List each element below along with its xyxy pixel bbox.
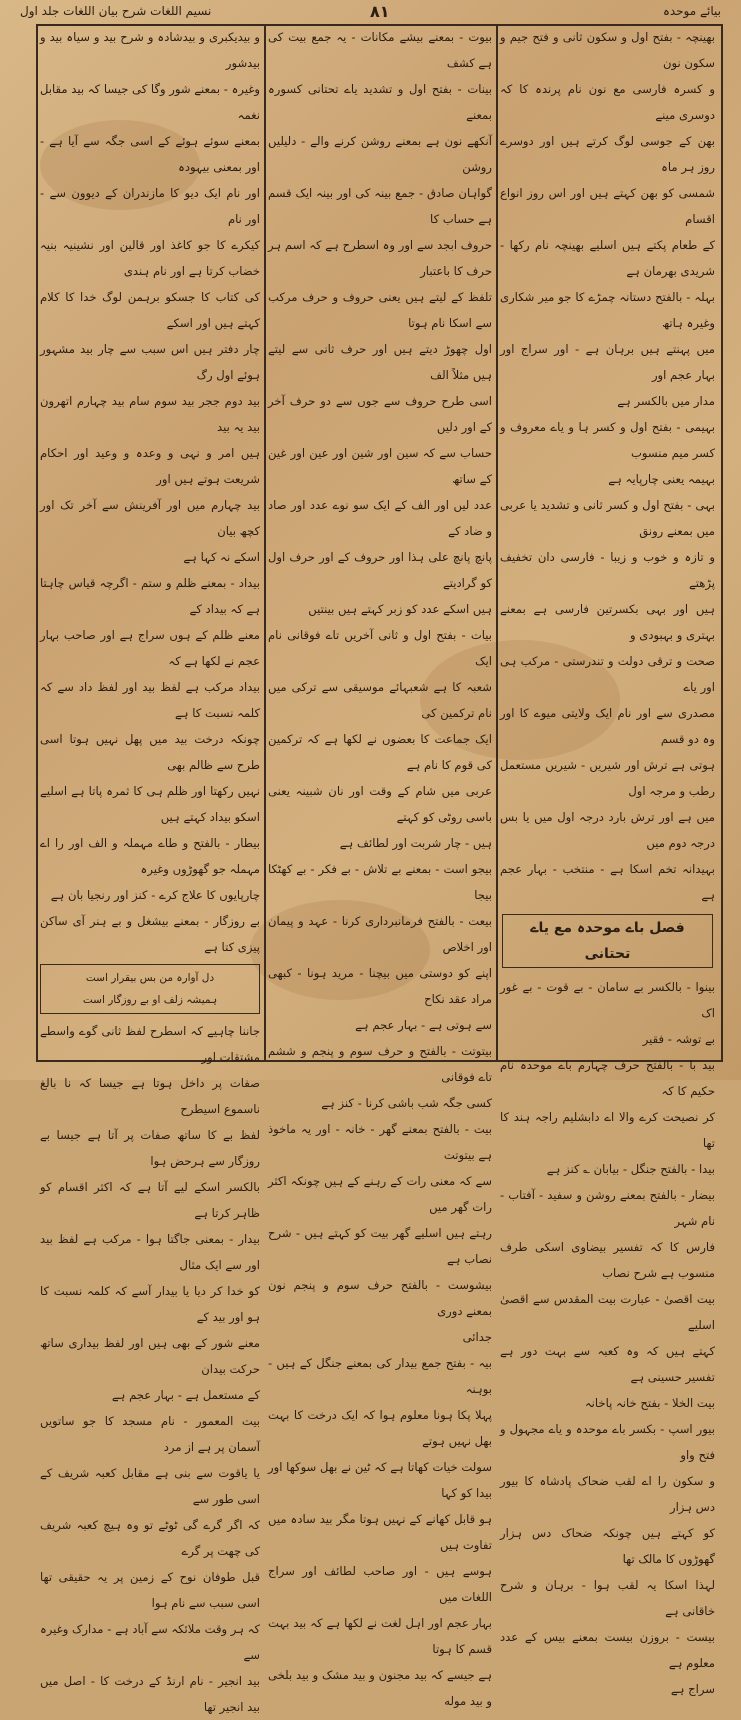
text-line: بید با - بالفتح حرف چہارم باے موحدہ نام حکیم کا کہ bbox=[500, 1058, 715, 1098]
text-line: کیکرے کا جو کاغذ اور قالین اور نشینیہ بنیہ خضاب کرتا ہے اور نام ہندی bbox=[40, 238, 260, 278]
text-line: بیدا - بالفتح جنگل - بیابان ؎ کنز ہے bbox=[546, 1162, 715, 1176]
text-line: بید چہارم میں اور آفرینش سے آخر تک اور کچھ بیان bbox=[40, 498, 260, 538]
text-line: بہیمی - بفتح اول و کسر ہا و یاے معروف و کسر میم منسوب bbox=[500, 420, 715, 460]
column-left-entries bbox=[40, 24, 260, 960]
text-line: بہار عجم اور اہل لغت نے لکھا ہے کہ بید بہت قسم کا ہوتا bbox=[268, 1616, 492, 1656]
text-line: ہوسے ہیں - اور صاحب لطائف اور سراج اللغات میں bbox=[268, 1564, 492, 1604]
text-line: سراج ہے bbox=[670, 1682, 715, 1696]
text-line: جاننا چاہیے کہ اسطرح لفظ ثانی گوے واسطے مشتقات اور bbox=[40, 1024, 260, 1064]
text-line: بینات - بفتح اول و تشدید یاے تحتانی کسورہ بمعنے bbox=[268, 82, 492, 122]
text-line: حساب سے کہ سین اور شین اور عین اور غین کے ساتھ bbox=[268, 446, 492, 486]
text-line: سے کہ معنی رات کے رہنے کے ہیں چونکہ اکثر رات گھر میں bbox=[268, 1174, 492, 1214]
running-head-left: نسیم اللغات شرح بیان اللغات جلد اول bbox=[20, 4, 212, 18]
section-title: فصل باے موحدہ مع یاے تحتانی bbox=[502, 914, 713, 968]
text-line: آنکھے نون ہے بمعنے روشن کرنے والے - دلیلیں روشن bbox=[268, 134, 492, 174]
page-header bbox=[20, 2, 721, 24]
column-middle bbox=[268, 24, 492, 1708]
text-line: سے ہوتی ہے - بہار عجم ہے bbox=[355, 1018, 492, 1032]
text-line: عدد لیں اور الف کے ایک سو نوے عدد اور صاد و ضاد کے bbox=[268, 498, 492, 538]
text-line: بیضار - بالفتح بمعنے روشن و سفید - آفتاب - نام شہر bbox=[500, 1188, 715, 1228]
text-line: بیت المعمور - نام مسجد کا جو ساتویں آسمان پر ہے از مرد bbox=[40, 1414, 260, 1454]
text-line: ہوتی ہے ترش اور شیریں - شیریں مستعمل رطب و مرجہ اول bbox=[500, 758, 715, 798]
text-line: ہیں - چار شربت اور لطائف ہے bbox=[339, 836, 492, 850]
text-line: بہیدانہ تخم اسکا ہے - منتخب - بہار عجم ہے bbox=[500, 862, 715, 902]
text-line: ہیں اور بہی بکسرتین فارسی ہے بمعنے بہتری و بہبودی و bbox=[500, 602, 715, 642]
column-middle-entries bbox=[268, 24, 492, 1714]
text-line: چار دفتر ہیں اس سبب سے چار بید مشہور ہوئے اول رگ bbox=[40, 342, 260, 382]
column-right-entries-after bbox=[500, 974, 715, 1702]
text-line: بیجو است - بمعنے بے تلاش - بے فکر - بے کھٹکا بیجا bbox=[268, 862, 492, 902]
text-line: معنے ظلم کے ہوں سراج ہے اور صاحب بہار عجم نے لکھا ہے کہ bbox=[40, 628, 260, 668]
text-line: کسی جگہ شب باشی کرنا - کنز ہے bbox=[321, 1096, 492, 1110]
verse-box bbox=[40, 964, 260, 1014]
text-line: معنے شور کے بھی ہیں اور لفظ بیداری ساتھ حرکت بیدان bbox=[40, 1336, 260, 1376]
text-line: کو خدا کر دیا یا بیدار آسے کہ کلمہ نسبت کا ہو اور بید کے bbox=[40, 1284, 260, 1324]
text-line: بیتوتت - بالفتح و حرف سوم و پنجم و ششم تاے فوقانی bbox=[268, 1044, 492, 1084]
text-line: گواہان صادق - جمع بینہ کی اور بینہ ایک قسم ہے حساب کا bbox=[268, 186, 492, 226]
text-line: بہیمہ یعنی چارپایہ ہے bbox=[608, 472, 715, 486]
text-line: بیوت - بمعنے بیشے مکانات - یہ جمع بیت کی ہے کشف bbox=[268, 30, 492, 70]
text-line: بیداد - بمعنے ظلم و ستم - اگرچہ قیاس چاہتا ہے کہ بیداد کے bbox=[40, 576, 260, 616]
text-line: چارپایوں کا علاج کرے - کنز اور رنجیا بان ہے bbox=[50, 888, 260, 902]
page-number: ۸۱ bbox=[370, 2, 390, 21]
text-line: بالکسر اسکے لیے آتا ہے کہ اکثر اقسام کو ظاہر کرتا ہے bbox=[40, 1180, 260, 1220]
text-line: جدائی bbox=[462, 1330, 492, 1344]
text-line: لفظ بے کا ساتھ صفات پر آتا ہے جیسا بے روزگار سے ہرحض ہوا bbox=[40, 1128, 260, 1168]
text-line: میں پہنتے ہیں برہان ہے - اور سراج اور بہار عجم اور bbox=[500, 342, 715, 382]
text-line: اپنے کو دوستی میں بیچنا - مرید ہونا - کبھی مراد عقد نکاح bbox=[268, 966, 492, 1006]
text-line: نہیں رکھتا اور ظلم ہی کا ثمرہ پاتا ہے اسلیے اسکو بیداد کہتے ہیں bbox=[40, 784, 260, 824]
text-line: بیداد مرکب ہے لفظ بید اور لفظ داد سے کہ کلمہ نسبت کا ہے bbox=[40, 680, 260, 720]
text-line: کے مستعمل ہے - بہار عجم ہے bbox=[111, 1388, 260, 1402]
column-rule bbox=[496, 24, 498, 1060]
text-line: ہو قابل کھانے کے نہیں ہوتا مگر بید سادہ میں تفاوت ہیں bbox=[268, 1512, 492, 1552]
text-line: صحت و ترقی دولت و تندرستی - مرکب ہی اور یاے bbox=[500, 654, 715, 694]
text-line: بیشوست - بالفتح حرف سوم و پنجم نون بمعنے دوری bbox=[268, 1278, 492, 1318]
text-line: حروف ابجد سے اور وہ اسطرح ہے کہ اسم ہر حرف کا باعتبار bbox=[268, 238, 492, 278]
text-line: مصدری سے اور نام ایک ولایتی میوے کا اور وہ دو قسم bbox=[500, 706, 715, 746]
running-head-right: بیائے موحدہ bbox=[662, 4, 721, 18]
text-line: رہتے ہیں اسلیے گھر بیت کو کہتے ہیں - شرح نصاب ہے bbox=[268, 1226, 492, 1266]
text-line: و کسرہ فارسی مع نون نام پرندہ کا کہ دوسری مینے bbox=[500, 82, 715, 122]
text-line: بہی - بفتح اول و کسر ثانی و تشدید یا عربی میں بمعنے رونق bbox=[500, 498, 715, 538]
text-line: شمسی کو بھن کہتے ہیں اور اس روز انواع اقسام bbox=[500, 186, 715, 226]
text-line: اور نام ایک دیو کا مازندران کے دیوون سے - اور نام bbox=[40, 186, 260, 226]
column-right bbox=[500, 24, 715, 1696]
text-line: ہیں امر و نہی و وعدہ و وعید اور احکام شریعت ہوتے ہیں اور bbox=[40, 446, 260, 486]
text-line: بید دوم ججر بید سوم سام بید چہارم اتھرون بید یہ بید bbox=[40, 394, 260, 434]
text-line: کہ اگر گرے گی ٹوٹے تو وہ ہیچ کعبہ شریف کی چھت پر گرے bbox=[40, 1518, 260, 1558]
text-line: بینوا - بالکسر بے سامان - بے قوت - بے غور اک bbox=[500, 980, 715, 1020]
text-line: بیدار - بمعنی جاگتا ہوا - مرکب ہے لفظ بید اور سے ایک مثال bbox=[40, 1232, 260, 1272]
text-line: بیت - بالفتح بمعنے گھر - خانہ - اور یہ ماخوذ ہے بیتوتت bbox=[268, 1122, 492, 1162]
text-line: میں ہے اور ترش بارد درجہ اول میں یا بس درجہ دوم میں bbox=[500, 810, 715, 850]
text-line: لہذا اسکا یہ لقب ہوا - برہان و شرح خاقانی ہے bbox=[500, 1578, 715, 1618]
text-line: فارس کا کہ تفسیر بیضاوی اسکی طرف منسوب ہے شرح نصاب bbox=[500, 1240, 715, 1280]
text-line: تلفظ کے لیتے ہیں یعنی حروف و حرف مرکب سے اسکا نام ہوتا bbox=[268, 290, 492, 330]
text-line: پہلا پکا ہونا معلوم ہوا کہ ایک درخت کا بہت بھل نہیں ہوتے bbox=[268, 1408, 492, 1448]
text-line: بیست - بروزن بیست بمعنے بیس کے عدد معلوم ہے bbox=[500, 1630, 715, 1670]
text-line: وغیرہ - بمعنے شور وگا کی جیسا کہ بید مقابل نغمہ bbox=[40, 82, 260, 122]
text-line: بے توشہ - فقیر bbox=[642, 1032, 715, 1046]
column-left-entries-after bbox=[40, 1018, 260, 1720]
text-line: قبل طوفان نوح کے زمین پر یہ حقیقی تھا اسی سبب سے نام ہوا bbox=[40, 1570, 260, 1610]
text-line: بیات - بفتح اول و ثانی آخریں تاے فوقانی نام ایک bbox=[268, 628, 492, 668]
text-line: شعبہ کا ہے شعبہائے موسیقی سے ترکی میں نام ترکمین کی bbox=[268, 680, 492, 720]
text-line: بید انجیر - نام ارنڈ کے درخت کا - اصل میں بید انجیر تھا bbox=[40, 1674, 260, 1714]
text-line: بھینچہ - بفتح اول و سکون ثانی و فتح جیم و سکون نون bbox=[500, 30, 715, 70]
text-line: کو کہتے ہیں چونکہ ضحاک دس ہزار گھوڑوں کا مالک تھا bbox=[500, 1526, 715, 1566]
text-line: کی کتاب کا جسکو برہمن لوگ خدا کا کلام کہتے ہیں اور اسکے bbox=[40, 290, 260, 330]
text-line: کہتے ہیں کہ وہ کعبہ سے بہت دور ہے تفسیر حسینی ہے bbox=[500, 1344, 715, 1384]
text-line: کہ ہر وقت ملائکہ سے آباد ہے - مدارک وغیرہ سے bbox=[39, 1622, 260, 1662]
text-line: اول چھوڑ دیتے ہیں اور حرف ثانی سے لیتے ہیں مثلاً الف bbox=[268, 342, 492, 382]
text-line: مدار میں بالکسر ہے bbox=[617, 394, 715, 408]
text-line: ہیں اسکے عدد کو زبر کہتے ہیں بینتیں bbox=[308, 602, 492, 616]
text-line: بیعت - بالفتح فرمانبرداری کرنا - عہد و پیمان اور اخلاص bbox=[268, 914, 492, 954]
text-line: بیت الخلا - بفتح خانہ پاخانہ bbox=[584, 1396, 715, 1410]
text-line: بمعنے سوئے ہوئے کے اسی جگہ سے آیا ہے - اور بمعنی بیہودہ bbox=[40, 134, 260, 174]
text-line: بیور اسپ - بکسر باے موحدہ و یاے مجہول و فتح واو bbox=[500, 1422, 715, 1462]
text-line: کر نصیحت کرے والا اے دابشلیم راجہ ہند کا تھا bbox=[500, 1110, 715, 1150]
text-line: ہمیشہ زلف او بے روزگار است bbox=[82, 994, 218, 1006]
text-line: بیہ - بفتح جمع بیدار کی بمعنے جنگل کے ہیں - بوہنہ bbox=[268, 1356, 492, 1396]
text-line: کے طعام پکتے ہیں اسلیے بھینچہ نام رکھا - شریدی بھرمان ہے bbox=[500, 238, 715, 278]
text-line: پانچ پانچ علی ہذا اور حروف کے اور حرف اول کو گرادیتے bbox=[268, 550, 492, 590]
text-line: بیطار - بالفتح و طاے مہملہ و الف اور را اے مہملہ جو گھوڑوں وغیرہ bbox=[40, 836, 260, 876]
text-line: و بیدیکبری و بیدشادہ و شرح بید و سیاہ بید و بیدشور bbox=[40, 30, 260, 70]
text-line: صفات پر داخل ہوتا ہے جیسا کہ نا بالغ ناسموع اسیطرح bbox=[40, 1076, 260, 1116]
column-rule bbox=[264, 24, 266, 1060]
text-line: چونکہ درخت بید میں پھل نہیں ہوتا اسی طرح سے ظالم بھی bbox=[40, 732, 260, 772]
column-right-entries bbox=[500, 24, 715, 908]
text-line: بہلہ - بالفتح دستانہ چمڑے کا جو میر شکاری وغیرہ ہاتھ bbox=[500, 290, 715, 330]
text-line: بھن کے جوسی لوگ کرتے ہیں اور دوسرے روز ہر ماہ bbox=[500, 134, 715, 174]
text-line: یا یاقوت سے بنی ہے مقابل کعبہ شریف کے اسی طور سے bbox=[40, 1466, 260, 1506]
text-line: و سکون را اے لقب ضحاک پادشاہ کا بیور دس ہزار bbox=[500, 1474, 715, 1514]
text-line: ایک جماعت کا بعضوں نے لکھا ہے کہ ترکمین کی قوم کا نام ہے bbox=[268, 732, 492, 772]
text-line: بے روزگار - بمعنے بیشغل و بے ہنر آی ساکن پیزی کتا ہے bbox=[40, 914, 260, 954]
text-line: و تازہ و خوب و زیبا - فارسی دان تخفیف پڑھتے bbox=[500, 550, 715, 590]
text-line: سولت خیات کھاتا ہے کہ ٹین نے بھل سوکھا اور بیدا کو کہا bbox=[268, 1460, 492, 1500]
text-line: اسی طرح حروف سے جوں سے دو حرف آخر کے اور دلیں bbox=[268, 394, 492, 434]
column-left bbox=[39, 24, 260, 1714]
text-line: دل آوارہ من بس بیقرار است bbox=[85, 972, 215, 984]
text-line: عربی میں شام کے وقت اور نان شبینہ یعنی باسی روٹی کو کہتے bbox=[268, 784, 492, 824]
text-line: ہے جیسے کہ بید مجنون و بید مشک و بید بلخی و بید موله bbox=[268, 1668, 492, 1708]
text-line: اسکے نہ کہا ہے bbox=[183, 550, 260, 564]
text-line: بیت اقصیٰ - عبارت بیت المقدس سے اقصیٰ اسلیے bbox=[500, 1292, 715, 1332]
